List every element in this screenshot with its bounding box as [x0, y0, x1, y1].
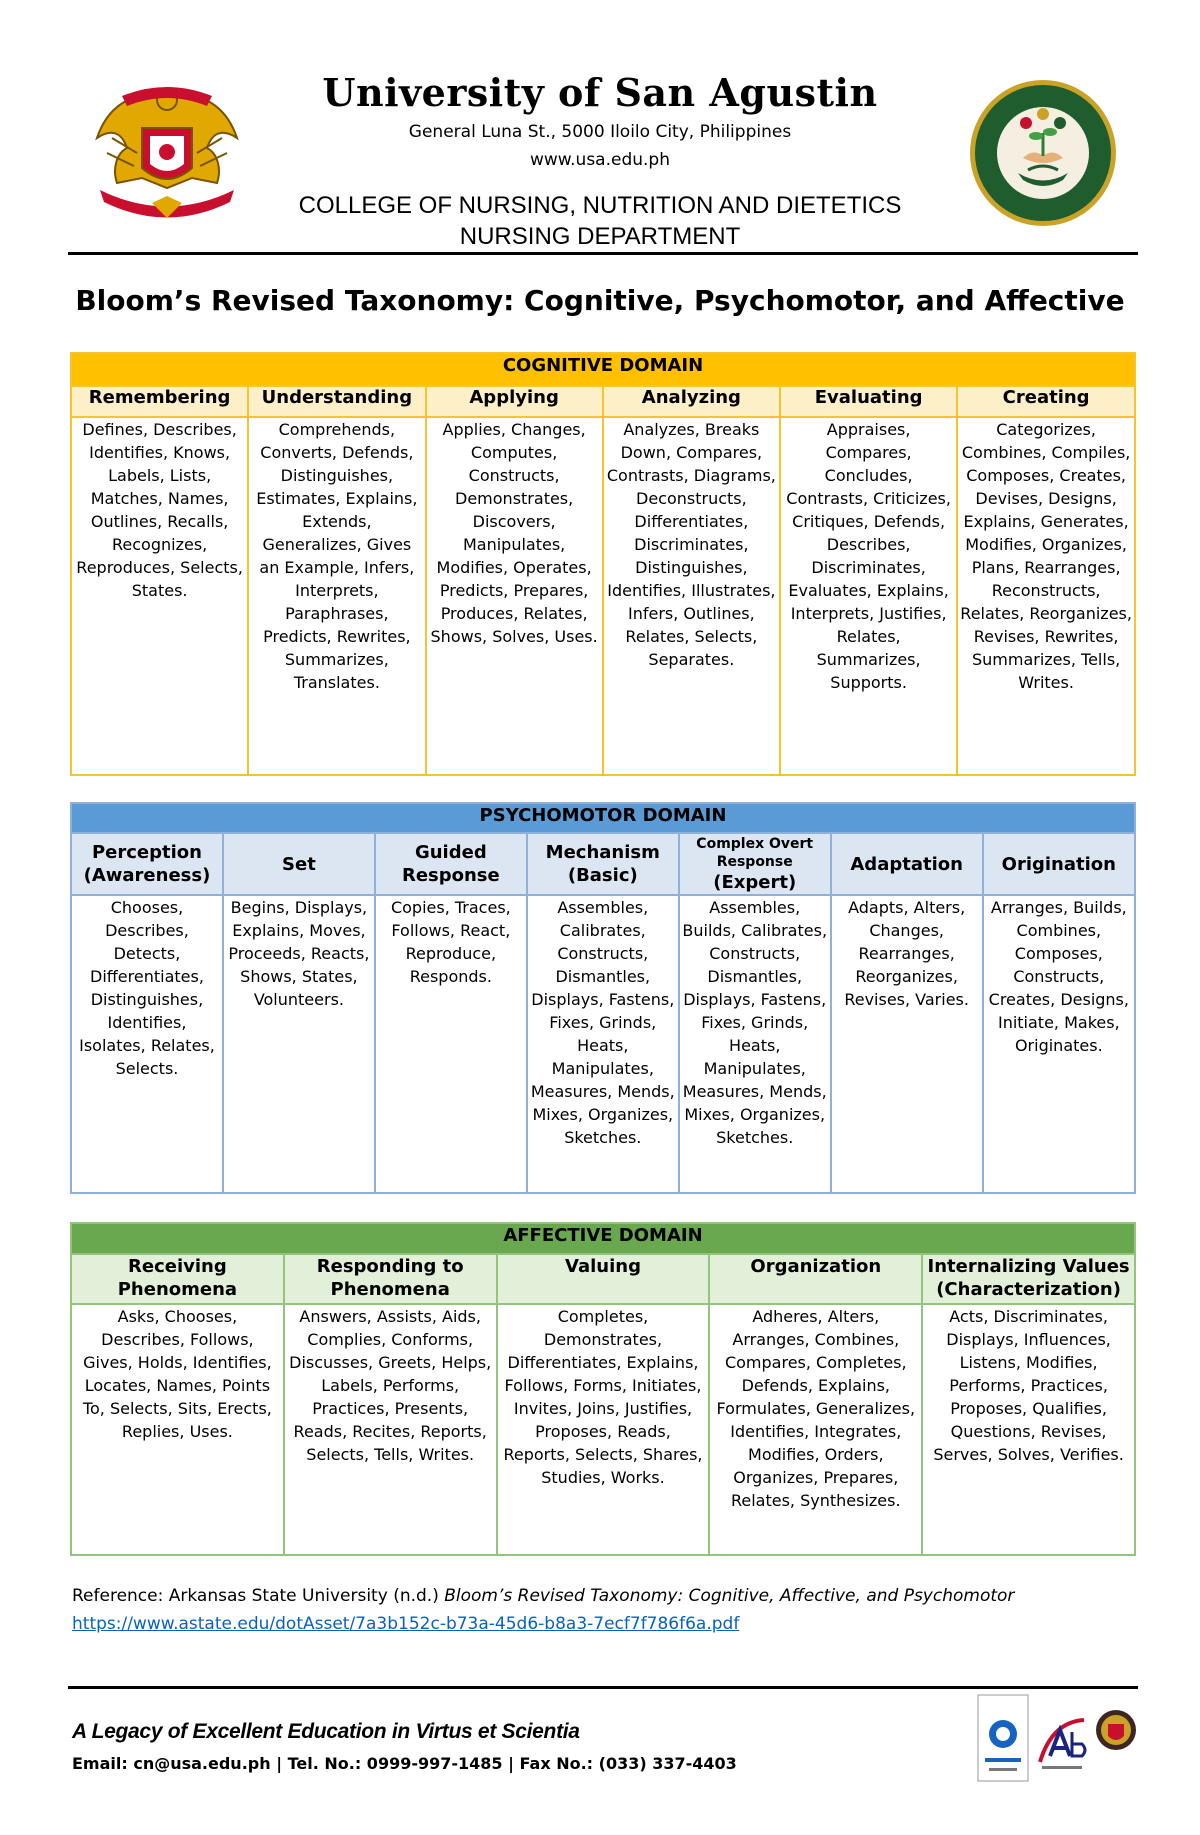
college-seal-logo — [968, 78, 1118, 228]
affective-domain-table — [70, 1222, 1136, 1556]
cognitive-level-header: Understanding — [248, 386, 425, 417]
psychomotor-level-header: Perception (Awareness) — [71, 833, 223, 895]
psychomotor-level-header-label: (Expert) — [713, 871, 797, 893]
psychomotor-level-header: Origination — [983, 833, 1135, 895]
university-crest-logo — [92, 78, 242, 226]
cognitive-level-header: Applying — [426, 386, 603, 417]
header-divider — [68, 252, 1138, 255]
department-name: NURSING DEPARTMENT — [459, 223, 741, 250]
cognitive-verbs-cell: Analyzes, Breaks Down, Compares, Contrasts, Diagrams, Deconstructs, Differentiates, Discriminates, Distinguishes, Identifies, Illustrates, Infers, Outlines, Relates, Selects, Separates. — [603, 417, 780, 775]
cognitive-level-header: Analyzing — [603, 386, 780, 417]
psychomotor-level-header: Adaptation — [831, 833, 983, 895]
cognitive-verbs-cell: Applies, Changes, Computes, Constructs, Demonstrates, Discovers, Manipulates, Modifies, Operates, Predicts, Prepares, Produces, Relates, Shows, Solves, Uses. — [426, 417, 603, 775]
page-title: Bloom’s Revised Taxonomy: Cognitive, Psychomotor, and Affective — [75, 284, 1125, 317]
cognitive-verbs-cell: Defines, Describes, Identifies, Knows, Labels, Lists, Matches, Names, Outlines, Recalls, Recognizes, Reproduces, Selects, States. — [71, 417, 248, 775]
footer-divider — [68, 1686, 1138, 1689]
reference-link[interactable]: https://www.astate.edu/dotAsset/7a3b152c-b73a-45d6-b8a3-7ecf7f786f6a.pdf — [72, 1614, 740, 1634]
affective-level-header: Receiving Phenomena — [71, 1254, 284, 1304]
psychomotor-verbs-cell: Copies, Traces, Follows, React, Reproduce, Responds. — [375, 895, 527, 1193]
cognitive-domain-table — [70, 352, 1136, 776]
footer-motto: A Legacy of Excellent Education in Virtus et Scientia — [72, 1720, 580, 1743]
affective-level-header: Organization — [709, 1254, 922, 1304]
cognitive-domain-title: COGNITIVE DOMAIN — [71, 353, 1135, 386]
psychomotor-domain-table — [70, 802, 1136, 1194]
affective-level-header: Valuing — [497, 1254, 710, 1304]
psychomotor-level-header — [679, 833, 831, 895]
affective-verbs-cell: Asks, Chooses, Describes, Follows, Gives, Holds, Identifies, Locates, Names, Points To, Selects, Sits, Erects, Replies, Uses. — [71, 1304, 284, 1555]
reference-source: Reference: Arkansas State University (n.d.) — [72, 1586, 439, 1606]
university-seal-icon — [1094, 1706, 1138, 1756]
psychomotor-level-header: Mechanism (Basic) — [527, 833, 679, 895]
college-name: COLLEGE OF NURSING, NUTRITION AND DIETETICS — [298, 192, 902, 219]
affective-verbs-cell: Completes, Demonstrates, Differentiates, Explains, Follows, Forms, Initiates, Invites, Joins, Justifies, Proposes, Reads, Reports, Selects, Shares, Studies, Works. — [497, 1304, 710, 1555]
cognitive-level-header: Remembering — [71, 386, 248, 417]
psychomotor-level-header-subtitle: Complex Overt Response — [696, 835, 814, 870]
university-website[interactable]: www.usa.edu.ph — [529, 150, 670, 170]
affective-verbs-cell: Adheres, Alters, Arranges, Combines, Compares, Completes, Defends, Explains, Formulates, Generalizes, Identifies, Integrates, Modifies, Orders, Organizes, Prepares, Relates, Synthesizes. — [709, 1304, 922, 1555]
cognitive-level-header: Creating — [957, 386, 1135, 417]
affective-verbs-cell: Acts, Discriminates, Displays, Influences, Listens, Modifies, Performs, Practices, Proposes, Qualifies, Questions, Revises, Serves, Solves, Verifies. — [922, 1304, 1135, 1555]
accreditation-badge-icon — [1032, 1712, 1092, 1774]
psychomotor-verbs-cell: Begins, Displays, Explains, Moves, Proceeds, Reacts, Shows, States, Volunteers. — [223, 895, 375, 1193]
psychomotor-level-header: Set — [223, 833, 375, 895]
cognitive-level-header: Evaluating — [780, 386, 957, 417]
psychomotor-verbs-cell: Arranges, Builds, Combines, Composes, Constructs, Creates, Designs, Initiate, Makes, Originates. — [983, 895, 1135, 1193]
affective-level-header: Internalizing Values (Characterization) — [922, 1254, 1135, 1304]
psychomotor-verbs-cell: Assembles, Calibrates, Constructs, Dismantles, Displays, Fastens, Fixes, Grinds, Heats, Manipulates, Measures, Mends, Mixes, Organizes, Sketches. — [527, 895, 679, 1193]
reference-title: Bloom’s Revised Taxonomy: Cognitive, Affective, and Psychomotor — [444, 1586, 1015, 1606]
cognitive-verbs-cell: Comprehends, Converts, Defends, Distinguishes, Estimates, Explains, Extends, Generalizes, Gives an Example, Infers, Interprets, Paraphrases, Predicts, Rewrites, Summarizes, Translates. — [248, 417, 425, 775]
cognitive-verbs-cell: Categorizes, Combines, Compiles, Composes, Creates, Devises, Designs, Explains, Generates, Modifies, Organizes, Plans, Rearranges, Reconstructs, Relates, Reorganizes, Revises, Rewrites, Summarizes, Tells, Writes. — [957, 417, 1135, 775]
certification-badge-icon — [977, 1694, 1029, 1782]
affective-level-header: Responding to Phenomena — [284, 1254, 497, 1304]
psychomotor-domain-title: PSYCHOMOTOR DOMAIN — [71, 803, 1135, 833]
psychomotor-level-header: Guided Response — [375, 833, 527, 895]
reference-citation — [72, 1586, 1132, 1606]
cognitive-verbs-cell: Appraises, Compares, Concludes, Contrasts, Criticizes, Critiques, Defends, Describes, Discriminates, Evaluates, Explains, Interprets, Justifies, Relates, Summarizes, Supports. — [780, 417, 957, 775]
university-address: General Luna St., 5000 Iloilo City, Philippines — [408, 122, 792, 142]
psychomotor-verbs-cell: Chooses, Describes, Detects, Differentiates, Distinguishes, Identifies, Isolates, Relates, Selects. — [71, 895, 223, 1193]
psychomotor-verbs-cell: Adapts, Alters, Changes, Rearranges, Reorganizes, Revises, Varies. — [831, 895, 983, 1193]
psychomotor-verbs-cell: Assembles, Builds, Calibrates, Constructs, Dismantles, Displays, Fastens, Fixes, Grinds, Heats, Manipulates, Measures, Mends, Mixes, Organizes, Sketches. — [679, 895, 831, 1193]
university-name: University of San Agustin — [322, 70, 878, 115]
affective-verbs-cell: Answers, Assists, Aids, Complies, Conforms, Discusses, Greets, Helps, Labels, Performs, Practices, Presents, Reads, Recites, Reports, Selects, Tells, Writes. — [284, 1304, 497, 1555]
footer-contact: Email: cn@usa.edu.ph | Tel. No.: 0999-997-1485 | Fax No.: (033) 337-4403 — [72, 1754, 737, 1773]
affective-domain-title: AFFECTIVE DOMAIN — [71, 1223, 1135, 1254]
